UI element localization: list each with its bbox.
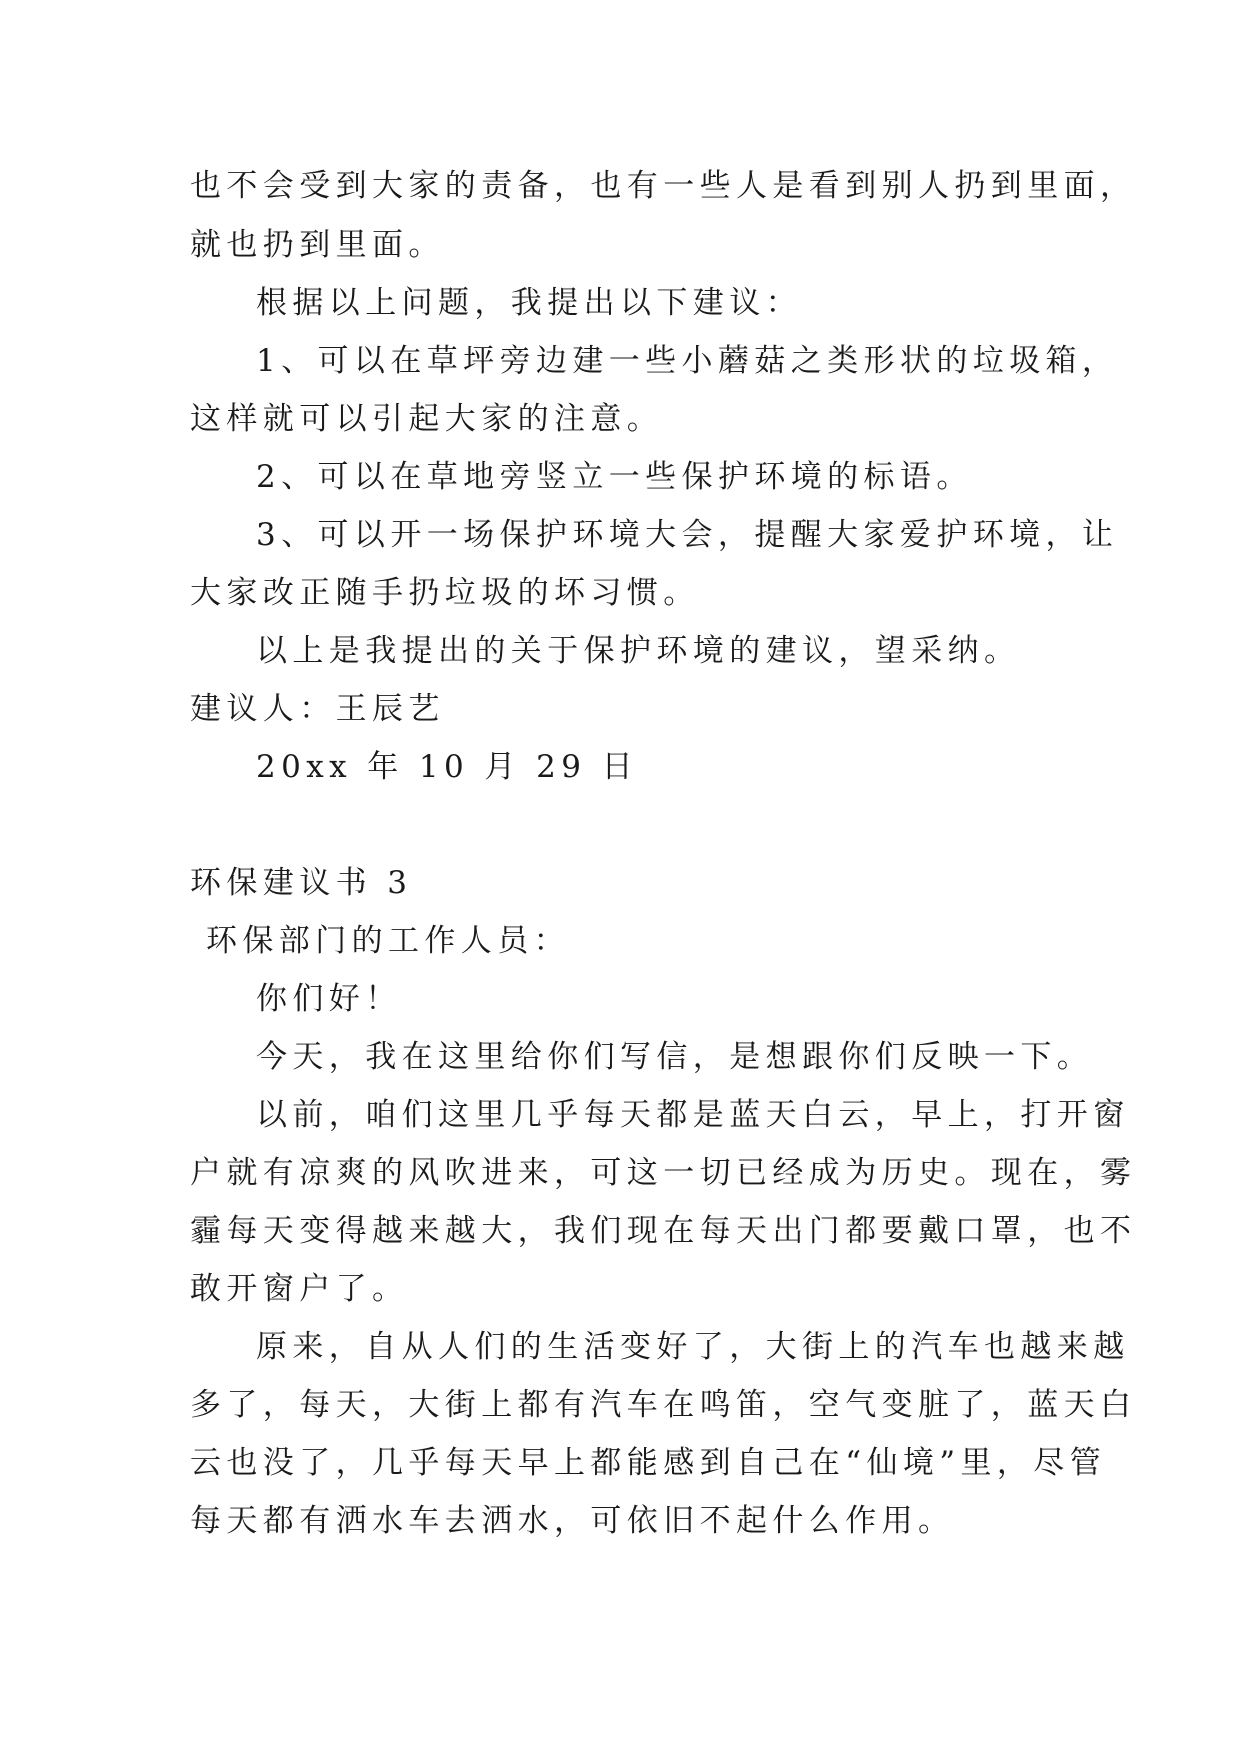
paragraph-line: 每天都有洒水车去洒水，可依旧不起什么作用。: [190, 1503, 955, 1539]
paragraph-line: 霾每天变得越来越大，我们现在每天出门都要戴口罩，也不: [190, 1213, 1137, 1249]
letter-date: 20xx 年 10 月 29 日: [256, 749, 638, 785]
paragraph-line: 就也扔到里面。: [190, 227, 445, 263]
closing-line: 以上是我提出的关于保护环境的建议，望采纳。: [256, 633, 1021, 669]
suggestion-1-line: 1、可以在草坪旁边建一些小蘑菇之类形状的垃圾箱，: [256, 343, 1119, 379]
suggestion-3-line: 3、可以开一场保护环境大会，提醒大家爱护环境，让: [256, 517, 1119, 553]
paragraph-line: 以前，咱们这里几乎每天都是蓝天白云，早上，打开窗: [256, 1097, 1130, 1133]
paragraph-line: 原来，自从人们的生活变好了，大街上的汽车也越来越: [256, 1329, 1130, 1365]
paragraph-line: 敢开窗户了。: [190, 1271, 409, 1307]
signature: 建议人：王辰艺: [190, 691, 445, 727]
paragraph-line: 户就有凉爽的风吹进来，可这一切已经成为历史。现在，雾: [190, 1155, 1137, 1191]
paragraph-line: 也不会受到大家的责备，也有一些人是看到别人扔到里面，: [190, 168, 1137, 204]
suggestion-3-line: 大家改正随手扔垃圾的坏习惯。: [190, 575, 700, 611]
greeting: 你们好！: [256, 981, 402, 1017]
paragraph-line: 云也没了，几乎每天早上都能感到自己在“仙境”里，尽管: [190, 1445, 1107, 1481]
suggestion-1-line: 这样就可以引起大家的注意。: [190, 401, 664, 437]
paragraph-line: 今天，我在这里给你们写信，是想跟你们反映一下。: [256, 1039, 1094, 1075]
suggestion-2: 2、可以在草地旁竖立一些保护环境的标语。: [256, 459, 973, 495]
section-title: 环保建议书 3: [190, 865, 413, 901]
suggestions-intro: 根据以上问题，我提出以下建议：: [256, 285, 802, 321]
paragraph-line: 多了，每天，大街上都有汽车在鸣笛，空气变脏了，蓝天白: [190, 1387, 1137, 1423]
addressee: 环保部门的工作人员：: [206, 923, 570, 959]
